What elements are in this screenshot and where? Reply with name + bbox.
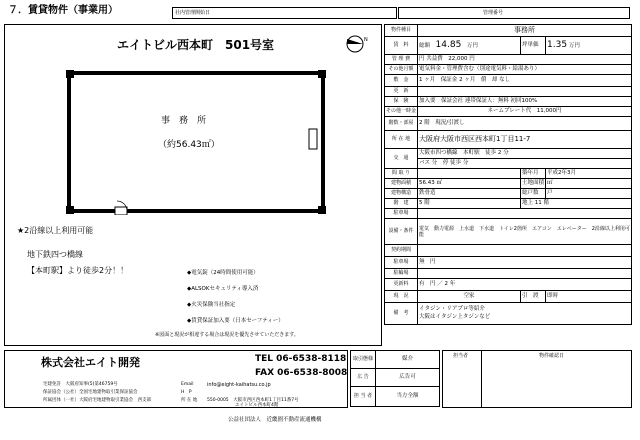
type-label: 物件種目 [385, 25, 418, 37]
station-value: 本町 [463, 149, 475, 156]
other-fee-value: ネームプレート代 11,000円 [418, 107, 632, 117]
bus-unit: 分 [431, 159, 438, 166]
remarks-label: 備 考 [385, 303, 418, 325]
deposit-unit: ヶ月 [424, 76, 436, 83]
amort-label: 償 却 [480, 76, 498, 83]
parking2-label: 駐車場 [385, 257, 418, 269]
insurance-label: 保 険 [385, 97, 418, 107]
feature-item: ◆ALSOKセキュリティ導入済 [187, 286, 259, 292]
key-value: 2 [459, 76, 463, 83]
bus-walk-unit: 分 [462, 159, 469, 166]
total-units-unit: 戸 [546, 189, 632, 199]
other-value: 電気料金・管理費含む（別途電気料・給湯あり） [418, 65, 632, 75]
mgmt-label: 管 理 費 [385, 55, 418, 65]
status-value: 空家 [418, 291, 521, 303]
note-lines: ★2沿線以上利用可能 [17, 226, 94, 235]
remarks-value-2: 大阪はイタジン上タジンなど [419, 313, 491, 320]
guarantee-1: 保証協会（公社）全国宅地建物取引業保証協会 [43, 390, 138, 395]
guarantee-2: 所属団体（一社）大阪府宅地建物取引業協会 西支部 [43, 398, 151, 403]
floor-label: 階数・部屋 [385, 117, 418, 131]
parking2-value: 無 [419, 258, 425, 265]
association-footer: 公益社団法人 近畿圏不動産流通機構 [228, 417, 322, 423]
license: 宅建免許 大阪府知事(5)第46759号 [43, 382, 118, 387]
floor-unit: 階 [424, 119, 430, 126]
mgmt-no-box [398, 7, 630, 19]
other-fee-label: その他一時金 [385, 107, 418, 117]
mgmt-amount: 22,000 [448, 55, 468, 62]
area-label: 建物面積 [385, 179, 418, 189]
memo-label: 担当者 [453, 353, 469, 359]
area-value: 56.43 [419, 179, 435, 186]
levels-value: 5 [419, 199, 423, 206]
contract-label: 契約期間 [385, 245, 418, 257]
guarantor-value: 連帯保証人：無料 初回100% [464, 97, 538, 104]
key-label: 保証金 [440, 76, 458, 83]
email-label: Email [181, 382, 194, 387]
ad-label: 広 告 [351, 369, 376, 387]
area-label: （約56.43㎡） [158, 140, 220, 150]
bus-label: バス [419, 159, 431, 166]
area-unit: ㎡ [436, 179, 443, 186]
deposit-value: 1 [419, 76, 423, 83]
levels-sub: 地上 11 [522, 199, 542, 206]
page-title: ７．賃貸物件（事業用） [8, 5, 118, 16]
levels-sub2: 階 [543, 199, 550, 206]
company-panel [4, 350, 348, 408]
total-units-label: 総戸数 [521, 189, 546, 199]
floor-sub: 現況/引渡し [435, 119, 465, 126]
company-address: 550-0005 大阪市西区西本町1丁目11番7号 [207, 398, 299, 403]
renew-value [418, 87, 632, 97]
company-fax: FAX 06-6538-8008 [255, 368, 348, 378]
bus-walk: 停 徒歩 [442, 159, 462, 166]
company-tel: TEL 06-6538-8118 [255, 354, 347, 364]
tsubo-label: 坪単価 [521, 37, 546, 55]
land-label: 土地面積 [521, 179, 546, 189]
mgmt-value: 円 共益費 [419, 55, 443, 62]
ad-value: 広告可 [376, 369, 440, 387]
room-label: 事 務 所 [161, 116, 207, 126]
traffic-label: 交 通 [385, 149, 418, 169]
layout-label: 間 取 り [385, 169, 418, 179]
land-unit: ㎡ [546, 179, 632, 189]
rent-unit: 万円 [466, 43, 478, 49]
person-label: 担 当 者 [351, 387, 376, 407]
note-line-station: 【本町駅】より徒歩2分！！ [27, 266, 129, 275]
address-label: 所 在 地 [181, 398, 198, 403]
station-suffix: 駅 [474, 149, 480, 156]
renew-label: 更 新 [385, 87, 418, 97]
parking2-fee: 円 [430, 258, 436, 265]
mgmt-date-label: 社内管理開始日 [175, 10, 211, 16]
feature-item: ◆火災保険当社指定 [187, 302, 236, 308]
spec-table [384, 24, 632, 325]
built-value: 平成2年3月 [546, 169, 632, 179]
email-link[interactable]: info@eight-kaihatsu.co.jp [207, 382, 271, 388]
walk-value: 2 [497, 149, 502, 156]
structure-label: 建物構造 [385, 189, 418, 199]
floorplan-panel [4, 24, 382, 346]
company-address-2: エイトビル西本町4階 [235, 403, 279, 408]
line-value: 大阪市四つ橋線 [419, 149, 458, 156]
built-label: 築年月 [521, 169, 546, 179]
address-label: 所 在 地 [385, 131, 418, 149]
rent-label: 賃 料 [385, 37, 418, 55]
equipment-label: 設備・条件 [385, 219, 418, 245]
renew-fee-value: 有 [419, 280, 425, 287]
renew-fee-amount: 円 ／ 2 年 [430, 280, 456, 287]
trade-value: 媒介 [376, 351, 440, 369]
memo-box [442, 350, 632, 408]
mgmt-no-label: 管理番号 [483, 10, 504, 16]
remarks-value: イタジン・リアプロ等紹介 [419, 306, 485, 313]
handover-value: 即時 [546, 291, 632, 303]
rent-total: 14.85 [435, 40, 462, 50]
contract-value [418, 245, 632, 257]
mgmt-yen: 円 [469, 55, 475, 62]
compass-icon [345, 33, 369, 55]
levels-label: 階 建 [385, 199, 418, 209]
levels-unit: 階 [424, 199, 430, 206]
floor-value: 2 [419, 119, 423, 126]
type-value: 事務所 [418, 25, 632, 37]
tsubo-value: 1.35 [547, 40, 568, 50]
insurance-value: 加入要 [419, 97, 436, 104]
rent-total-label: 総額 [419, 43, 431, 49]
walk-unit: 分 [503, 149, 509, 156]
bike-label: 駐輪場 [385, 269, 418, 279]
equipment-value: 電気 動力電源 上水道 下水道 トイレ2箇所 エアコン エレベーター 2沿線以上利用可能 [418, 219, 632, 245]
note-line-subway: 地下鉄四つ橋線 [27, 250, 83, 259]
guarantor-label: 保証会社 [441, 97, 464, 104]
handover-label: 引 渡 [521, 291, 546, 303]
deposit-label: 敷 金 [385, 75, 418, 87]
other-label: その他月額 [385, 65, 418, 75]
disclaimer: ※図面と現況が相違する場合は現況を優先させていただきます。 [155, 332, 299, 338]
key-unit: ヶ月 [464, 76, 476, 83]
hp-label: H P [181, 390, 192, 395]
mgmt-date-box [172, 7, 397, 19]
floor-plan-drawing [65, 69, 327, 215]
trade-label: 取引態様 [351, 351, 376, 369]
feature-item: ◆電気錠（24時間使用可能） [187, 270, 259, 276]
memo-divider [481, 351, 482, 407]
address-value: 大阪府大阪市西区西本町1丁目11-7 [418, 131, 632, 149]
feature-item: ◆賃貸保証加入要（日本セーフティー） [187, 318, 284, 324]
company-name: 株式会社エイト開発 [41, 356, 140, 369]
parking-label: 駐車場 [385, 209, 418, 219]
renew-fee-label: 更新料 [385, 279, 418, 291]
person-value: 当方全額 [376, 387, 440, 407]
check-date-label: 物件確認日 [539, 353, 565, 359]
compass-label: N [364, 37, 368, 43]
transaction-table [350, 350, 440, 407]
structure-value: 鉄骨造 [418, 189, 521, 199]
status-label: 現 況 [385, 291, 418, 303]
tsubo-unit: 万円 [568, 43, 580, 49]
amort-value: なし [499, 76, 511, 83]
walk-label: 徒歩 [485, 149, 497, 156]
building-title: エイトビル西本町 501号室 [117, 38, 275, 52]
